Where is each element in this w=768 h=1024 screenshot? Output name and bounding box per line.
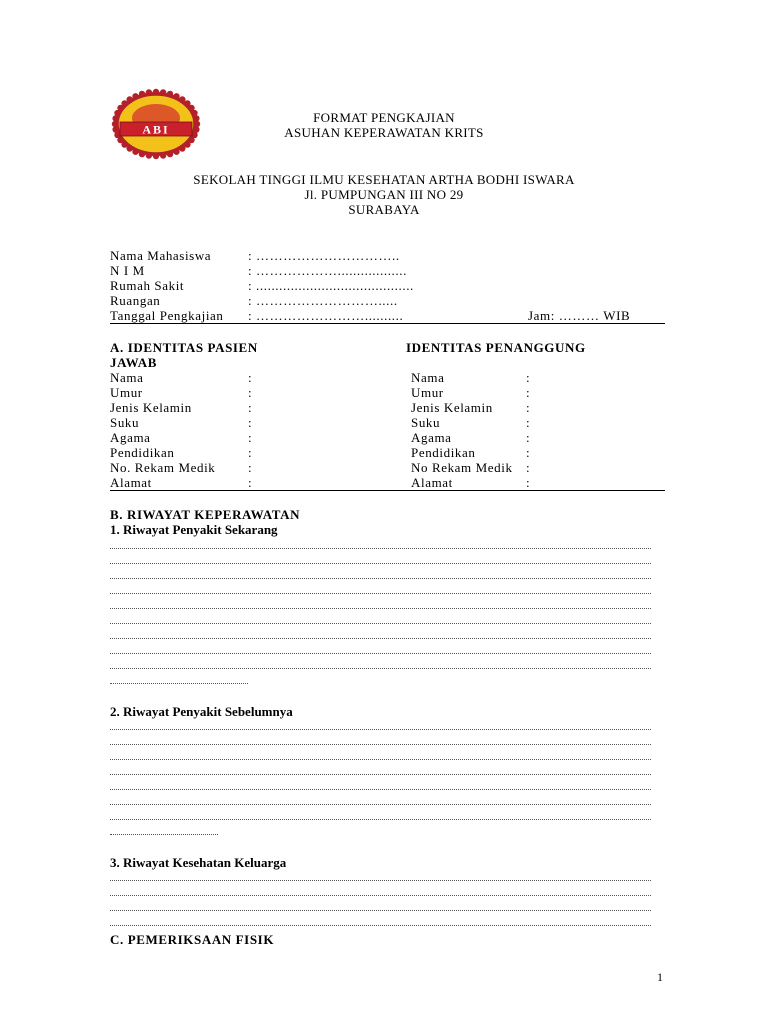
field-nim bbox=[110, 263, 665, 278]
guardian-field-label: Suku bbox=[411, 415, 441, 430]
answer-line[interactable] bbox=[110, 548, 651, 549]
answer-line[interactable] bbox=[110, 910, 651, 911]
school-name: SEKOLAH TINGGI ILMU KESEHATAN ARTHA BODHI ISWARA bbox=[193, 172, 575, 187]
field-label: N I M bbox=[110, 263, 145, 278]
guardian-field-label: Jenis Kelamin bbox=[411, 400, 493, 415]
patient-field-label: No. Rekam Medik bbox=[110, 460, 216, 475]
patient-field-label: Jenis Kelamin bbox=[110, 400, 192, 415]
answer-line[interactable] bbox=[110, 668, 651, 669]
subsection-title: 3. Riwayat Kesehatan Keluarga bbox=[110, 855, 287, 870]
answer-line[interactable] bbox=[110, 744, 651, 745]
guardian-field-label: No Rekam Medik bbox=[411, 460, 513, 475]
guardian-field-value[interactable]: : bbox=[526, 385, 531, 400]
school-address: Jl. PUMPUNGAN III NO 29 bbox=[304, 187, 464, 202]
guardian-field-value[interactable]: : bbox=[526, 460, 531, 475]
field-jam[interactable]: Jam: ……… WIB bbox=[528, 308, 631, 323]
answer-line[interactable] bbox=[110, 653, 651, 654]
form-subtitle: ASUHAN KEPERAWATAN KRITS bbox=[284, 125, 484, 140]
answer-line[interactable] bbox=[110, 774, 651, 775]
answer-line[interactable] bbox=[110, 789, 651, 790]
field-label: Nama Mahasiswa bbox=[110, 248, 212, 263]
patient-field-value[interactable]: : bbox=[248, 370, 253, 385]
divider bbox=[110, 490, 665, 491]
answer-line[interactable] bbox=[110, 880, 651, 881]
guardian-field-value[interactable]: : bbox=[526, 445, 531, 460]
answer-line[interactable] bbox=[110, 759, 651, 760]
answer-line[interactable] bbox=[110, 895, 651, 896]
patient-field-value[interactable]: : bbox=[248, 475, 253, 490]
guardian-field-value[interactable]: : bbox=[526, 415, 531, 430]
section-a-guardian-title: IDENTITAS PENANGGUNG bbox=[406, 340, 586, 355]
answer-line[interactable] bbox=[110, 638, 651, 639]
patient-field-value[interactable]: : bbox=[248, 385, 253, 400]
svg-text:ABI: ABI bbox=[142, 122, 170, 137]
section-c-title: C. PEMERIKSAAN FISIK bbox=[110, 932, 275, 947]
guardian-field-label: Agama bbox=[411, 430, 452, 445]
field-label: Rumah Sakit bbox=[110, 278, 185, 293]
patient-field-label: Pendidikan bbox=[110, 445, 175, 460]
field-label: Ruangan bbox=[110, 293, 161, 308]
section-a-title: A. IDENTITAS PASIEN bbox=[110, 340, 258, 355]
patient-field-value[interactable]: : bbox=[248, 460, 253, 475]
patient-field-label: Agama bbox=[110, 430, 151, 445]
field-value[interactable]: : ……………….................. bbox=[248, 263, 407, 278]
answer-line[interactable] bbox=[110, 608, 651, 609]
answer-line[interactable] bbox=[110, 729, 651, 730]
patient-field-label: Suku bbox=[110, 415, 140, 430]
guardian-field-value[interactable]: : bbox=[526, 475, 531, 490]
answer-line[interactable] bbox=[110, 683, 248, 684]
patient-field-label: Umur bbox=[110, 385, 143, 400]
answer-line[interactable] bbox=[110, 593, 651, 594]
guardian-field-label: Umur bbox=[411, 385, 444, 400]
patient-field-label: Nama bbox=[110, 370, 144, 385]
answer-line[interactable] bbox=[110, 578, 651, 579]
answer-line[interactable] bbox=[110, 623, 651, 624]
guardian-field-label: Alamat bbox=[411, 475, 453, 490]
answer-line[interactable] bbox=[110, 925, 651, 926]
guardian-field-label: Pendidikan bbox=[411, 445, 476, 460]
field-value[interactable]: : ......................................... bbox=[248, 278, 414, 293]
answer-line[interactable] bbox=[110, 563, 651, 564]
patient-field-value[interactable]: : bbox=[248, 400, 253, 415]
answer-line[interactable] bbox=[110, 834, 218, 835]
field-ruangan bbox=[110, 293, 665, 308]
school-city: SURABAYA bbox=[348, 202, 420, 217]
field-value[interactable]: : …………………….......... bbox=[248, 308, 404, 323]
field-value[interactable]: : ………………………….. bbox=[248, 248, 400, 263]
page-number: 1 bbox=[657, 970, 663, 984]
divider bbox=[110, 323, 665, 324]
guardian-field-label: Nama bbox=[411, 370, 445, 385]
guardian-field-value[interactable]: : bbox=[526, 400, 531, 415]
field-rumah-sakit bbox=[110, 278, 665, 293]
guardian-field-value[interactable]: : bbox=[526, 370, 531, 385]
form-title: FORMAT PENGKAJIAN bbox=[313, 110, 455, 125]
section-b-title: B. RIWAYAT KEPERAWATAN bbox=[110, 507, 301, 522]
field-label: Tanggal Pengkajian bbox=[110, 308, 224, 323]
field-value[interactable]: : ………………………..... bbox=[248, 293, 398, 308]
field-tanggal-pengkajian bbox=[110, 308, 665, 323]
subsection-title: 1. Riwayat Penyakit Sekarang bbox=[110, 522, 278, 537]
guardian-field-value[interactable]: : bbox=[526, 430, 531, 445]
answer-line[interactable] bbox=[110, 819, 651, 820]
patient-field-value[interactable]: : bbox=[248, 430, 253, 445]
patient-field-value[interactable]: : bbox=[248, 415, 253, 430]
patient-field-label: Alamat bbox=[110, 475, 152, 490]
patient-field-value[interactable]: : bbox=[248, 445, 253, 460]
answer-line[interactable] bbox=[110, 804, 651, 805]
subsection-title: 2. Riwayat Penyakit Sebelumnya bbox=[110, 704, 293, 719]
section-a-guardian-title-cont: JAWAB bbox=[110, 355, 158, 370]
field-nama-mahasiswa bbox=[110, 248, 665, 263]
